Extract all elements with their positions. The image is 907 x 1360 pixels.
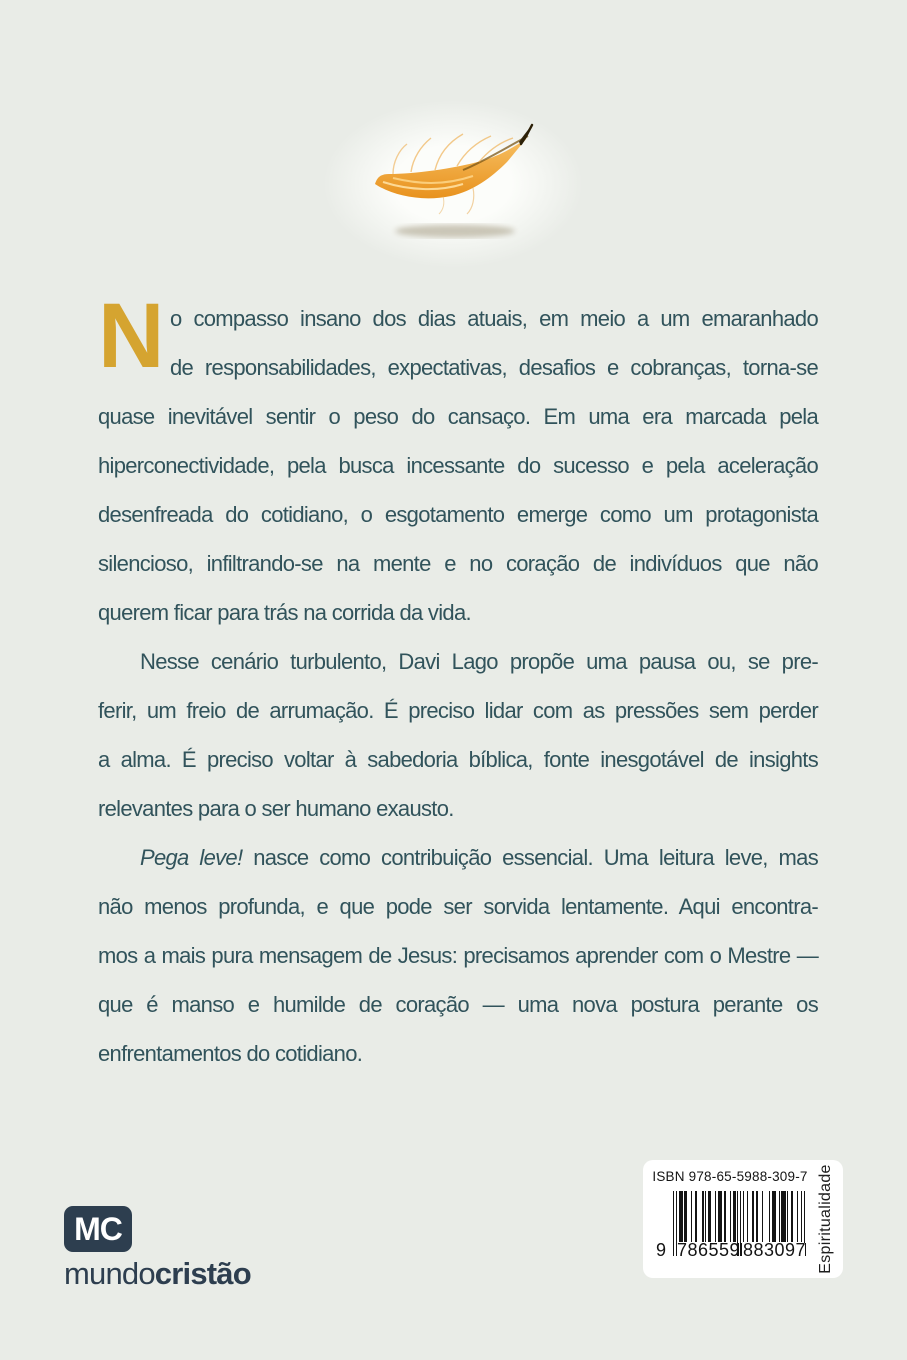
- isbn-text: ISBN 978-65-5988-309-7: [652, 1169, 808, 1184]
- publisher-name: [64, 1256, 251, 1292]
- body-text: [98, 285, 818, 1078]
- body-line: a alma. É preciso voltar à sabedoria bíblica, fonte inesgotável de insights: [98, 747, 818, 772]
- body-line: o compasso insano dos dias atuais, em meio a um emaranhado: [170, 306, 818, 331]
- body-line: ferir, um freio de arrumação. É preciso lidar com as pressões sem perder: [98, 698, 818, 723]
- body-line: hiperconectividade, pela busca incessante do sucesso e pela aceleração: [98, 453, 818, 478]
- body-line: querem ficar para trás na corrida da vida.: [98, 600, 471, 625]
- book-title-italic: Pega leve!: [140, 845, 243, 870]
- ean-group1: 786559: [677, 1240, 741, 1260]
- body-line: quase inevitável sentir o peso do cansaço. Em uma era marcada pela: [98, 404, 818, 429]
- body-line: que é manso e humilde de coração — uma nova postura perante os: [98, 992, 818, 1017]
- body-line: Pega leve! nasce como contribuição essencial. Uma leitura leve, mas: [140, 845, 818, 870]
- barcode-digits: [656, 1240, 807, 1260]
- feather-image: [323, 100, 583, 268]
- feather-plume: [375, 138, 527, 198]
- barcode-bars: [673, 1191, 806, 1243]
- category-label: Espiritualidade: [817, 1164, 834, 1274]
- publisher-name-bold: cristão: [154, 1256, 251, 1291]
- isbn-label-box: [643, 1160, 843, 1278]
- ean-group2: 883097: [743, 1240, 807, 1260]
- feather-shadow: [395, 225, 515, 238]
- body-line: relevantes para o ser humano exausto.: [98, 796, 454, 821]
- ean-barcode: [656, 1191, 807, 1260]
- publisher-logo: [64, 1206, 251, 1292]
- feather-illustration: [323, 100, 583, 268]
- body-line: não menos profunda, e que pode ser sorvida lentamente. Aqui encontra-: [98, 894, 818, 919]
- paragraphs: [98, 294, 818, 1078]
- drop-cap: N: [98, 285, 165, 387]
- body-line: silencioso, infiltrando-se na mente e no coração de indivíduos que não: [98, 551, 818, 576]
- body-line: mos a mais pura mensagem de Jesus: precisamos aprender com o Mestre —: [98, 943, 818, 968]
- publisher-name-regular: mundo: [64, 1256, 155, 1291]
- body-line: enfrentamentos do cotidiano.: [98, 1041, 363, 1066]
- ean-first-digit: 9: [656, 1240, 667, 1260]
- barcode-bar: [804, 1191, 805, 1243]
- body-line: desenfreada do cotidiano, o esgotamento emerge como um protagonista: [98, 502, 818, 527]
- mc-logo-mark: MC: [64, 1206, 132, 1252]
- body-line: de responsabilidades, expectativas, desafios e cobranças, torna-se: [170, 355, 818, 380]
- body-line: Nesse cenário turbulento, Davi Lago propõe uma pausa ou, se pre-: [140, 649, 818, 674]
